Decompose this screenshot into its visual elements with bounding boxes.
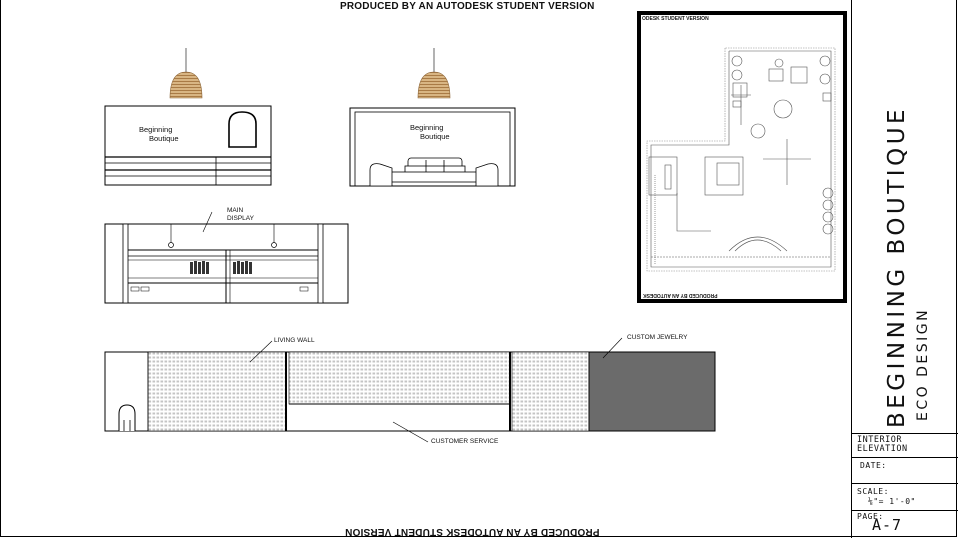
inset-watermark-bottom: PRODUCED BY AN AUTODESK	[643, 292, 718, 298]
scale-value: ⅛"= 1'-0"	[868, 497, 916, 506]
pendant-lamp-icon	[418, 72, 450, 98]
watermark-top: PRODUCED BY AN AUTODESK STUDENT VERSION	[340, 1, 595, 12]
elevation-front-left	[105, 48, 271, 185]
label-customer-service: CUSTOMER SERVICE	[431, 438, 499, 445]
project-title: BEGINNING BOUTIQUE	[884, 105, 910, 428]
arch-door-icon	[119, 405, 135, 431]
sheet-title: INTERIOR ELEVATION	[857, 435, 908, 454]
floor-plan-inset	[637, 11, 847, 303]
elevation-main-display	[105, 212, 348, 303]
arched-mirror-icon	[229, 112, 256, 147]
custom-jewelry-panel	[589, 352, 715, 431]
light-fixture-icon	[272, 243, 277, 248]
page-number: A-7	[872, 516, 903, 534]
label-living-wall: LIVING WALL	[274, 337, 315, 344]
page-label: PAGE:	[857, 512, 884, 521]
watermark-bottom: PRODUCED BY AN AUTODESK STUDENT VERSION	[345, 526, 600, 537]
elevation-front-right	[350, 48, 515, 186]
living-wall-panel	[289, 352, 510, 404]
sign-text-left: Beginning Boutique	[139, 125, 179, 143]
sign-text-right: Beginning Boutique	[410, 123, 450, 141]
label-main-display: MAIN DISPLAY	[227, 207, 254, 222]
date-label: DATE:	[860, 461, 887, 470]
living-wall-panel	[512, 352, 589, 431]
firm-name: ECO DESIGN	[915, 307, 931, 421]
living-wall-panel	[148, 352, 286, 431]
light-fixture-icon	[169, 243, 174, 248]
label-custom-jewelry: CUSTOM JEWELRY	[627, 334, 688, 341]
inset-watermark-top: ODESK STUDENT VERSION	[642, 16, 709, 22]
floor-plan-drawing	[641, 15, 843, 299]
scale-label: SCALE:	[857, 487, 889, 496]
elevation-living-wall	[105, 338, 715, 442]
pendant-lamp-icon	[170, 72, 202, 98]
